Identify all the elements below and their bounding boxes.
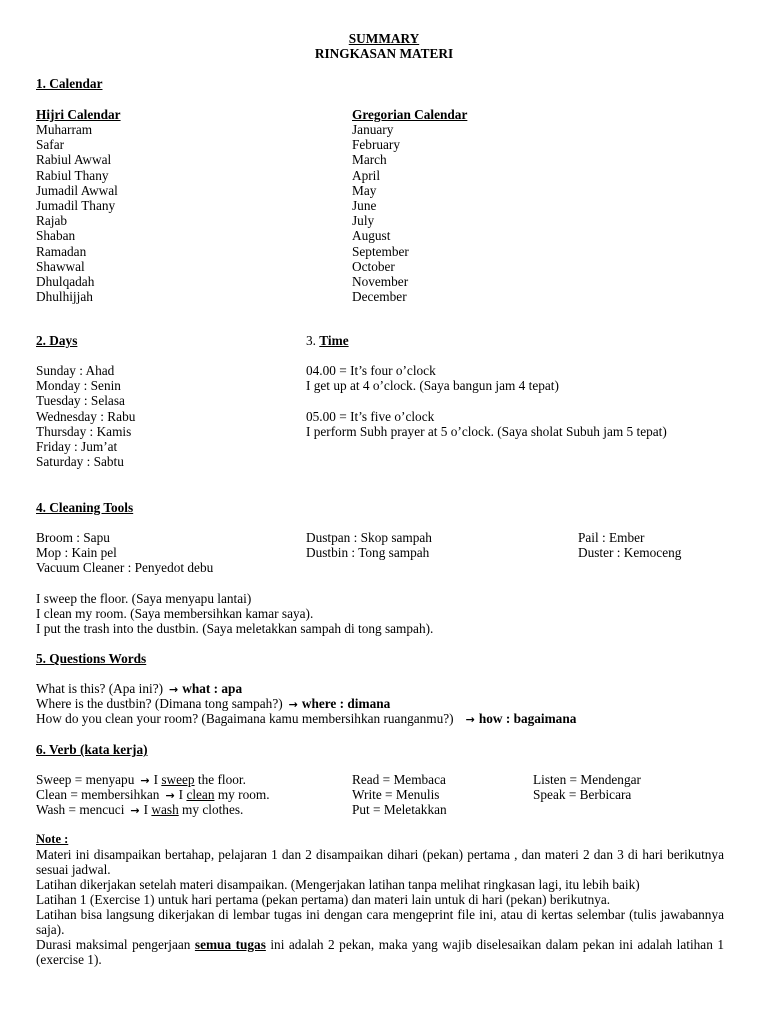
time-heading bbox=[306, 333, 349, 348]
verb-underlined: wash bbox=[151, 802, 179, 817]
gregorian-heading: Gregorian Calendar bbox=[352, 107, 468, 122]
day-item: Wednesday : Rabu bbox=[36, 408, 136, 424]
gregorian-month: August bbox=[352, 228, 391, 244]
gregorian-month: April bbox=[352, 167, 381, 183]
gregorian-month: July bbox=[352, 213, 375, 229]
page-title: SUMMARY bbox=[348, 31, 420, 46]
cleaning-sentence: I clean my room. (Saya membersihkan kamar saya). bbox=[36, 606, 314, 621]
note-paragraph: Latihan bisa langsung dikerjakan di lembar tugas ini dengan cara mengeprint file ini, atau di kertas selembar (tulis jawabannya saja). bbox=[36, 907, 724, 937]
page-subtitle: RINGKASAN MATERI bbox=[314, 46, 454, 61]
hijri-month: Rabiul Thany bbox=[36, 167, 109, 183]
question-text: How do you clean your room? (Bagaimana kamu membersihkan ruanganmu?) bbox=[36, 711, 454, 726]
note-paragraph: Latihan 1 (Exercise 1) untuk hari pertama (pekan pertama) dan materi lain untuk di hari (pekan) berikutnya. bbox=[36, 892, 611, 907]
time-line: 05.00 = It’s five o’clock bbox=[306, 409, 435, 424]
cleaning-item: Dustbin : Tong sampah bbox=[306, 545, 430, 560]
verb-underlined: sweep bbox=[161, 772, 195, 787]
verbs-heading: 6. Verb (kata kerja) bbox=[36, 742, 148, 757]
calendar-heading: 1. Calendar bbox=[36, 76, 103, 91]
note-text: ini adalah 2 pekan, maka yang wajib diselesaikan dalam pekan ini adalah latihan 1 (exercise 1). bbox=[36, 937, 724, 967]
note-body bbox=[36, 847, 724, 967]
question-text: Where is the dustbin? (Dimana tong sampah?) bbox=[36, 696, 283, 711]
day-item: Friday : Jum’at bbox=[36, 439, 118, 454]
verb-example: the floor. bbox=[194, 772, 246, 787]
hijri-month: Shaban bbox=[36, 228, 76, 244]
gregorian-month: December bbox=[352, 289, 407, 305]
verb-meaning: Wash = mencuci bbox=[36, 802, 125, 817]
note-heading: Note : bbox=[36, 832, 69, 846]
hijri-month: Dhulhijjah bbox=[36, 289, 93, 305]
cleaning-sentence: I sweep the floor. (Saya menyapu lantai) bbox=[36, 591, 252, 606]
time-line: I perform Subh prayer at 5 o’clock. (Saya sholat Subuh jam 5 tepat) bbox=[306, 424, 667, 439]
arrow-right-icon: → bbox=[130, 804, 140, 817]
verb-underlined: clean bbox=[186, 787, 215, 802]
time-heading-number: 3. bbox=[306, 333, 320, 348]
hijri-month: Shawwal bbox=[36, 258, 85, 274]
verb-example: I bbox=[178, 787, 187, 802]
time-line: I get up at 4 o’clock. (Saya bangun jam 4 tepat) bbox=[306, 378, 559, 393]
gregorian-month: February bbox=[352, 137, 400, 153]
question-answer: how : bagaimana bbox=[478, 711, 577, 726]
question-row bbox=[36, 681, 242, 697]
verb-item: Read = Membaca bbox=[352, 772, 446, 787]
arrow-right-icon: → bbox=[165, 789, 175, 802]
hijri-heading: Hijri Calendar bbox=[36, 107, 121, 122]
question-text: What is this? (Apa ini?) bbox=[36, 681, 164, 696]
hijri-month: Muharram bbox=[36, 122, 93, 137]
question-row bbox=[36, 696, 390, 712]
hijri-month: Rabiul Awwal bbox=[36, 152, 112, 168]
verb-item: Speak = Berbicara bbox=[533, 787, 632, 802]
question-answer: what : apa bbox=[182, 681, 243, 696]
day-item: Thursday : Kamis bbox=[36, 423, 132, 439]
verb-item: Put = Meletakkan bbox=[352, 802, 447, 817]
arrow-right-icon: → bbox=[169, 683, 179, 696]
question-row bbox=[36, 711, 576, 727]
arrow-right-icon: → bbox=[140, 774, 150, 787]
note-paragraph bbox=[36, 937, 724, 967]
day-item: Saturday : Sabtu bbox=[36, 454, 124, 470]
note-paragraph: Latihan dikerjakan setelah materi disampaikan. (Mengerjakan latihan tanpa melihat ringkasan lagi, itu lebih baik) bbox=[36, 877, 640, 892]
hijri-month: Dhulqadah bbox=[36, 274, 95, 289]
verb-row bbox=[36, 772, 246, 788]
cleaning-sentence: I put the trash into the dustbin. (Saya meletakkan sampah di tong sampah). bbox=[36, 621, 434, 636]
hijri-month: Ramadan bbox=[36, 243, 87, 259]
gregorian-month: October bbox=[352, 258, 395, 274]
gregorian-month: September bbox=[352, 243, 409, 259]
arrow-right-icon: → bbox=[465, 713, 475, 726]
day-item: Monday : Senin bbox=[36, 378, 121, 394]
time-line: 04.00 = It’s four o’clock bbox=[306, 363, 436, 378]
hijri-month: Jumadil Thany bbox=[36, 198, 116, 213]
gregorian-month: May bbox=[352, 182, 377, 198]
cleaning-item: Vacuum Cleaner : Penyedot debu bbox=[36, 560, 214, 575]
days-heading: 2. Days bbox=[36, 333, 78, 348]
hijri-month: Rajab bbox=[36, 213, 68, 229]
verb-item: Write = Menulis bbox=[352, 787, 440, 802]
day-item: Tuesday : Selasa bbox=[36, 393, 125, 409]
questions-heading: 5. Questions Words bbox=[36, 651, 147, 666]
day-item: Sunday : Ahad bbox=[36, 363, 115, 378]
verb-meaning: Sweep = menyapu bbox=[36, 772, 135, 787]
verb-example: my clothes. bbox=[178, 802, 244, 817]
verb-example: I bbox=[153, 772, 162, 787]
cleaning-item: Mop : Kain pel bbox=[36, 545, 117, 560]
verb-example: I bbox=[143, 802, 152, 817]
hijri-month: Safar bbox=[36, 137, 65, 153]
verb-example: my room. bbox=[214, 787, 270, 802]
gregorian-month: January bbox=[352, 122, 394, 137]
cleaning-item: Duster : Kemoceng bbox=[578, 545, 682, 560]
arrow-right-icon: → bbox=[288, 698, 298, 711]
hijri-month: Jumadil Awwal bbox=[36, 182, 118, 198]
verb-meaning: Clean = membersihkan bbox=[36, 787, 160, 802]
gregorian-month: June bbox=[352, 198, 377, 213]
cleaning-item: Broom : Sapu bbox=[36, 530, 110, 545]
verb-row bbox=[36, 802, 243, 818]
note-paragraph: Materi ini disampaikan bertahap, pelajaran 1 dan 2 disampaikan dihari (pekan) pertama , dan materi 2 dan 3 di hari berikutnya sesuai jadwal. bbox=[36, 847, 724, 877]
gregorian-month: November bbox=[352, 274, 409, 289]
gregorian-month: March bbox=[352, 152, 387, 168]
verb-item: Listen = Mendengar bbox=[533, 772, 641, 787]
note-emphasis: semua tugas bbox=[194, 937, 266, 952]
time-heading-label: Time bbox=[319, 333, 349, 348]
cleaning-item: Dustpan : Skop sampah bbox=[306, 530, 432, 545]
verb-row bbox=[36, 787, 270, 803]
question-answer: where : dimana bbox=[301, 696, 391, 711]
cleaning-heading: 4. Cleaning Tools bbox=[36, 500, 134, 515]
note-text: Durasi maksimal pengerjaan bbox=[36, 937, 195, 952]
cleaning-item: Pail : Ember bbox=[578, 530, 645, 545]
